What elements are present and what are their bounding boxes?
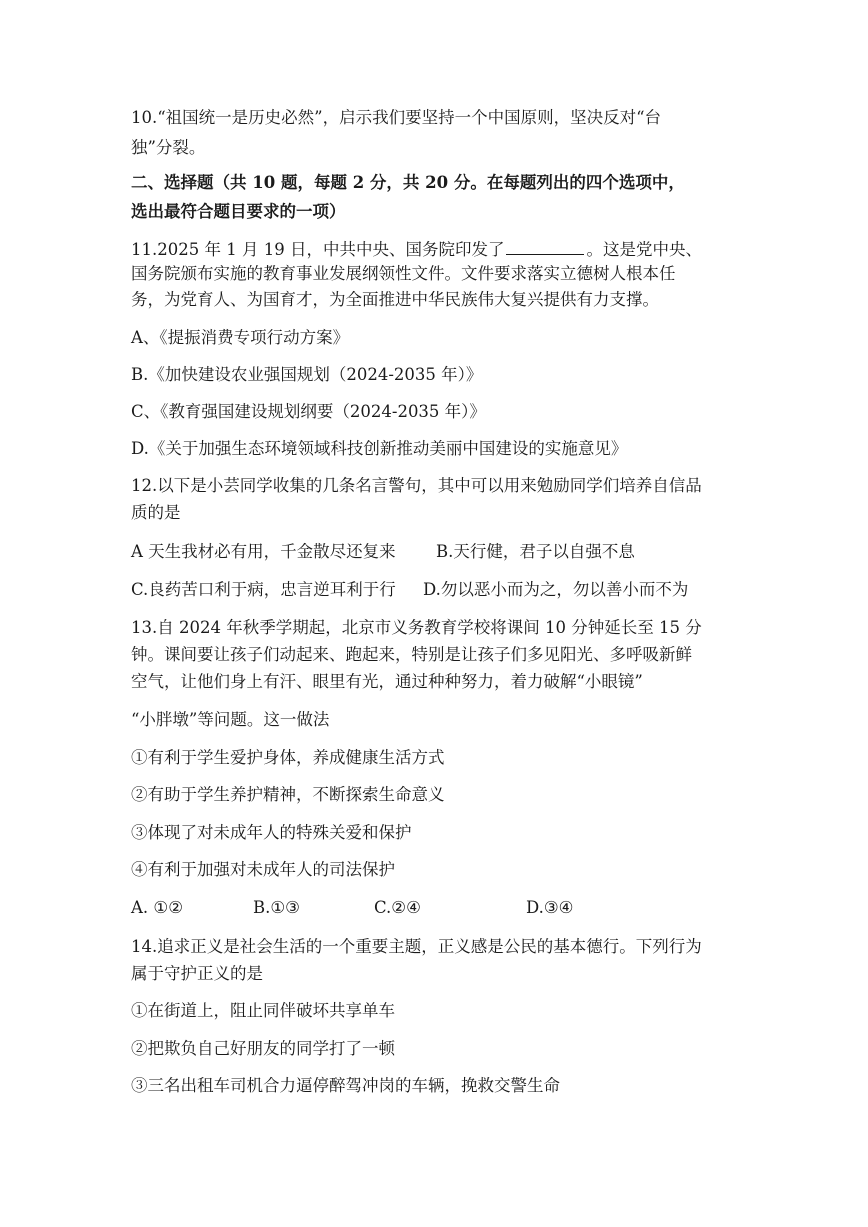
q12-option-c: C.良药苦口利于病，忠言逆耳利于行 <box>131 580 396 599</box>
q11-line-1-pre: 11.2025 年 1 月 19 日，中共中央、国务院印发了 <box>131 240 505 259</box>
q14-item-2: ②把欺负自己好朋友的同学打了一顿 <box>131 1039 395 1058</box>
q14-item-3: ③三名出租车司机合力逼停醉驾冲岗的车辆，挽救交警生命 <box>131 1076 560 1095</box>
q13-item-2: ②有助于学生养护精神，不断探索生命意义 <box>131 785 445 804</box>
q11-option-b: B.《加快建设农业强国规划（2024-2035 年）》 <box>131 365 483 384</box>
q11-option-d: D.《关于加强生态环境领域科技创新推动美丽中国建设的实施意见》 <box>131 439 628 458</box>
q11-line-1-post: 。这是党中央、 <box>586 240 702 259</box>
q13-line-2: 钟。课间要让孩子们动起来、跑起来，特别是让孩子们多见阳光、多呼吸新鲜 <box>131 645 692 664</box>
section-heading-line-1: 二、选择题（共 10 题，每题 2 分，共 20 分。在每题列出的四个选项中， <box>131 173 685 192</box>
q14-item-1: ①在街道上，阻止同伴破坏共享单车 <box>131 1001 395 1020</box>
section-heading-line-2: 选出最符合题目要求的一项） <box>131 202 346 221</box>
q11-answer-blank <box>506 240 584 255</box>
q13-line-3: 空气，让他们身上有汗、眼里有光，通过种种努力，着力破解“小眼镜” <box>131 672 643 691</box>
q13-item-4: ④有利于加强对未成年人的司法保护 <box>131 860 395 879</box>
q11-line-2: 国务院颁布实施的教育事业发展纲领性文件。文件要求落实立德树人根本任 <box>131 264 676 283</box>
q11-option-c: C、《教育强国建设规划纲要（2024-2035 年）》 <box>131 402 486 421</box>
q12-line-1: 12.以下是小芸同学收集的几条名言警句，其中可以用来勉励同学们培养自信品 <box>131 476 702 495</box>
q13-option-c: C.②④ <box>374 898 421 917</box>
q11-option-a: A、《提振消费专项行动方案》 <box>131 328 350 347</box>
q12-line-2: 质的是 <box>131 503 181 522</box>
q13-option-d: D.③④ <box>526 898 574 917</box>
q10-line-2: 独”分裂。 <box>131 138 206 157</box>
q13-line-4: “小胖墩”等问题。这一做法 <box>131 710 330 729</box>
q12-option-b: B.天行健，君子以自强不息 <box>436 542 635 561</box>
q12-option-a: A 天生我材必有用，千金散尽还复来 <box>131 542 396 561</box>
q11-line-3: 务，为党育人、为国育才，为全面推进中华民族伟大复兴提供有力支撑。 <box>131 290 659 309</box>
q13-item-3: ③体现了对未成年人的特殊关爱和保护 <box>131 823 412 842</box>
q11-line-1 <box>131 240 702 259</box>
q14-line-1: 14.追求正义是社会生活的一个重要主题，正义感是公民的基本德行。下列行为 <box>131 937 702 956</box>
q13-option-a: A. ①② <box>131 898 183 917</box>
q13-line-1: 13.自 2024 年秋季学期起，北京市义务教育学校将课间 10 分钟延长至 15 分 <box>131 618 702 637</box>
q13-item-1: ①有利于学生爱护身体，养成健康生活方式 <box>131 748 445 767</box>
q14-line-2: 属于守护正义的是 <box>131 964 263 983</box>
q10-line-1: 10.“祖国统一是历史必然”，启示我们要坚持一个中国原则，坚决反对“台 <box>131 108 662 127</box>
q12-option-d: D.勿以恶小而为之，勿以善小而不为 <box>423 580 689 599</box>
q13-option-b: B.①③ <box>253 898 300 917</box>
